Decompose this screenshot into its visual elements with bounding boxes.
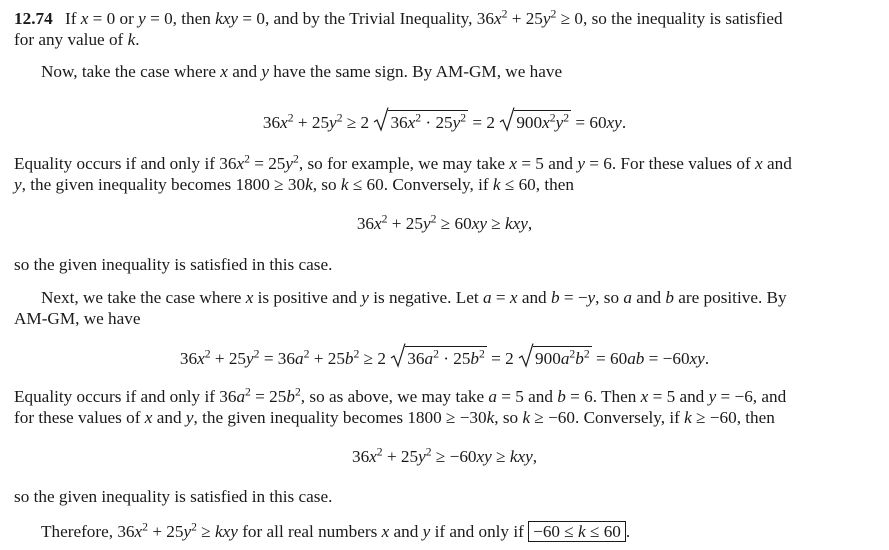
- equality-condition-line-2: y, the given inequality becomes 1800 ≥ 30k, so k ≤ 60. Conversely, if k ≤ 60, then: [14, 175, 574, 194]
- sqrt-symbol: $900a^2b^2$: [518, 346, 592, 370]
- equality-condition-line-1: Equality occurs if and only if $36x^2 = 25y^2$, so for example, we may take x = 5 and y = 6. For these values of x and: [14, 152, 792, 173]
- problem-intro-line-2: for any value of k.: [14, 30, 140, 49]
- equation-am-gm-same-sign: $36x^2 + 25y^2 \ge 2$ $36x^2 \cdot 25y^2 = 2$ $900x^2y^2 = 60xy$.: [0, 110, 889, 134]
- problem-intro-line-1: 12.74 If x = 0 or y = 0, then kxy = 0, and by the Trivial Inequality, $36x^2 + 25y^2 \ge 0$, so the inequality is satisfied: [14, 7, 783, 28]
- same-sign-case-intro: Now, take the case where x and y have the same sign. By AM-GM, we have: [41, 62, 563, 81]
- opposite-equality-line-2: for these values of x and y, the given inequality becomes 1800 ≥ −30k, so k ≥ −60. Conversely, if k ≥ −60, then: [14, 408, 775, 427]
- equation-am-gm-opposite-sign: $36x^2 + 25y^2 = 36a^2 + 25b^2 \ge 2$ $36a^2 \cdot 25b^2 = 2$ $900a^2b^2 = 60ab = -60xy$.: [0, 346, 889, 370]
- sqrt-symbol: $36x^2 \cdot 25y^2$: [373, 110, 468, 134]
- opposite-equality-line-1: Equality occurs if and only if $36a^2 = 25b^2$, so as above, we may take a = 5 and b = 6. Then x = 5 and y = −6, and: [14, 385, 787, 406]
- opposite-sign-case-line-1: Next, we take the case where x is positive and y is negative. Let a = x and b = −y, so a and b are positive. By: [41, 288, 787, 307]
- problem-number: 12.74: [14, 9, 53, 28]
- boxed-answer: −60 ≤ k ≤ 60: [528, 521, 626, 542]
- same-sign-satisfied: so the given inequality is satisfied in this case.: [14, 255, 333, 274]
- sqrt-symbol: $36a^2 \cdot 25b^2$: [390, 346, 487, 370]
- sqrt-symbol: $900x^2y^2$: [499, 110, 571, 134]
- opposite-sign-satisfied: so the given inequality is satisfied in this case.: [14, 487, 333, 506]
- equation-opposite-sign-conclusion: $36x^2 + 25y^2 \ge -60xy$ ≥ kxy,: [351, 445, 538, 466]
- equation-same-sign-conclusion: $36x^2 + 25y^2 \ge 60xy$ ≥ kxy,: [356, 212, 533, 233]
- final-conclusion: Therefore, $36x^2 + 25y^2$ ≥ kxy for all real numbers x and y if and only if −60 ≤ k ≤ 60 .: [41, 520, 631, 541]
- opposite-sign-case-line-2: AM-GM, we have: [14, 309, 141, 328]
